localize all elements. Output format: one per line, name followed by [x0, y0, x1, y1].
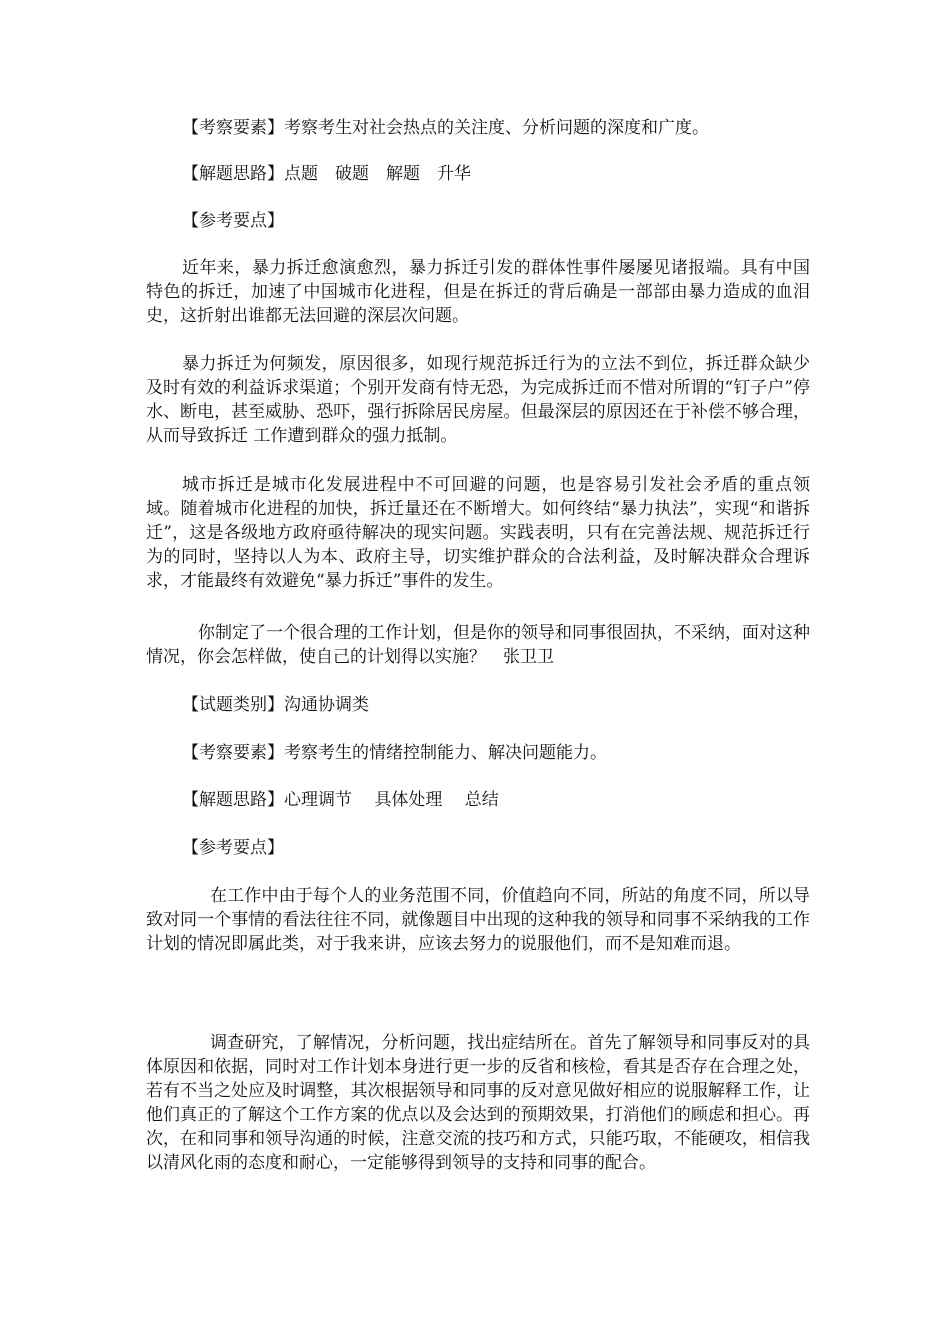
- question-category-line: 【试题类别】沟通协调类: [182, 695, 369, 715]
- approach-line-2: 【解题思路】心理调节 具体处理 总结: [182, 790, 499, 810]
- paragraph-violent-demolition-intro: 近年来，暴力拆迁愈演愈烈，暴力拆迁引发的群体性事件屡屡见诸报端。具有中国特色的拆迁，加速了中国城市化进程，但是在拆迁的背后确是一部部由暴力造成的血泪史，这折射出谁都无法回避的深层次问题。: [146, 258, 810, 326]
- exam-elements-line-2: 【考察要素】考察考生的情绪控制能力、解决问题能力。: [182, 743, 607, 763]
- paragraph-investigation: 调查研究，了解情况，分析问题，找出症结所在。首先了解领导和同事反对的具体原因和依据，同时对工作计划本身进行更一步的反省和核检，看其是否存在合理之处，若有不当之处应及时调整，其次根据领导和同事的反对意见做好相应的说服解释工作，让他们真正的了解这个工作方案的优点以及会达到的预期效果，打消他们的顾虑和担心。再次，在和同事和领导沟通的时候，注意交流的技巧和方式，只能巧取，不能硬攻，相信我以清风化雨的态度和耐心，一定能够得到领导的支持和同事的配合。: [146, 1033, 810, 1173]
- paragraph-urban-demolition: 城市拆迁是城市化发展进程中不可回避的问题，也是容易引发社会矛盾的重点领域。随着城市化进程的加快，拆迁量还在不断增大。如何终结“暴力执法”，实现“和谐拆迁”，这是各级地方政府亟待解决的现实问题。实践表明，只有在完善法规、规范拆迁行为的同时，坚持以人为本、政府主导，切实维护群众的合法利益，及时解决群众合理诉求，才能最终有效避免“暴力拆迁”事件的发生。: [146, 475, 810, 591]
- question-text: 你制定了一个很合理的工作计划，但是你的领导和同事很固执，不采纳，面对这种情况，你会怎样做，使自己的计划得以实施？ 张卫卫: [146, 623, 810, 667]
- paragraph-demolition-causes: 暴力拆迁为何频发，原因很多，如现行规范拆迁行为的立法不到位，拆迁群众缺少及时有效的利益诉求渠道；个别开发商有恃无恐，为完成拆迁而不惜对所谓的“钉子户”停水、断电，甚至威胁、恐吓，强行拆除居民房屋。但最深层的原因还在于补偿不够合理，从而导致拆迁 工作遭到群众的强力抵制。: [146, 354, 810, 446]
- approach-line: 【解题思路】点题 破题 解题 升华: [182, 164, 471, 184]
- exam-elements-line: 【考察要素】考察考生对社会热点的关注度、分析问题的深度和广度。: [182, 118, 709, 138]
- reference-heading: 【参考要点】: [182, 211, 284, 231]
- reference-heading-2: 【参考要点】: [182, 838, 284, 858]
- paragraph-different-views: 在工作中由于每个人的业务范围不同，价值趋向不同，所站的角度不同，所以导致对同一个事情的看法往往不同，就像题目中出现的这种我的领导和同事不采纳我的工作计划的情况即属此类，对于我来讲，应该去努力的说服他们，而不是知难而退。: [146, 886, 810, 954]
